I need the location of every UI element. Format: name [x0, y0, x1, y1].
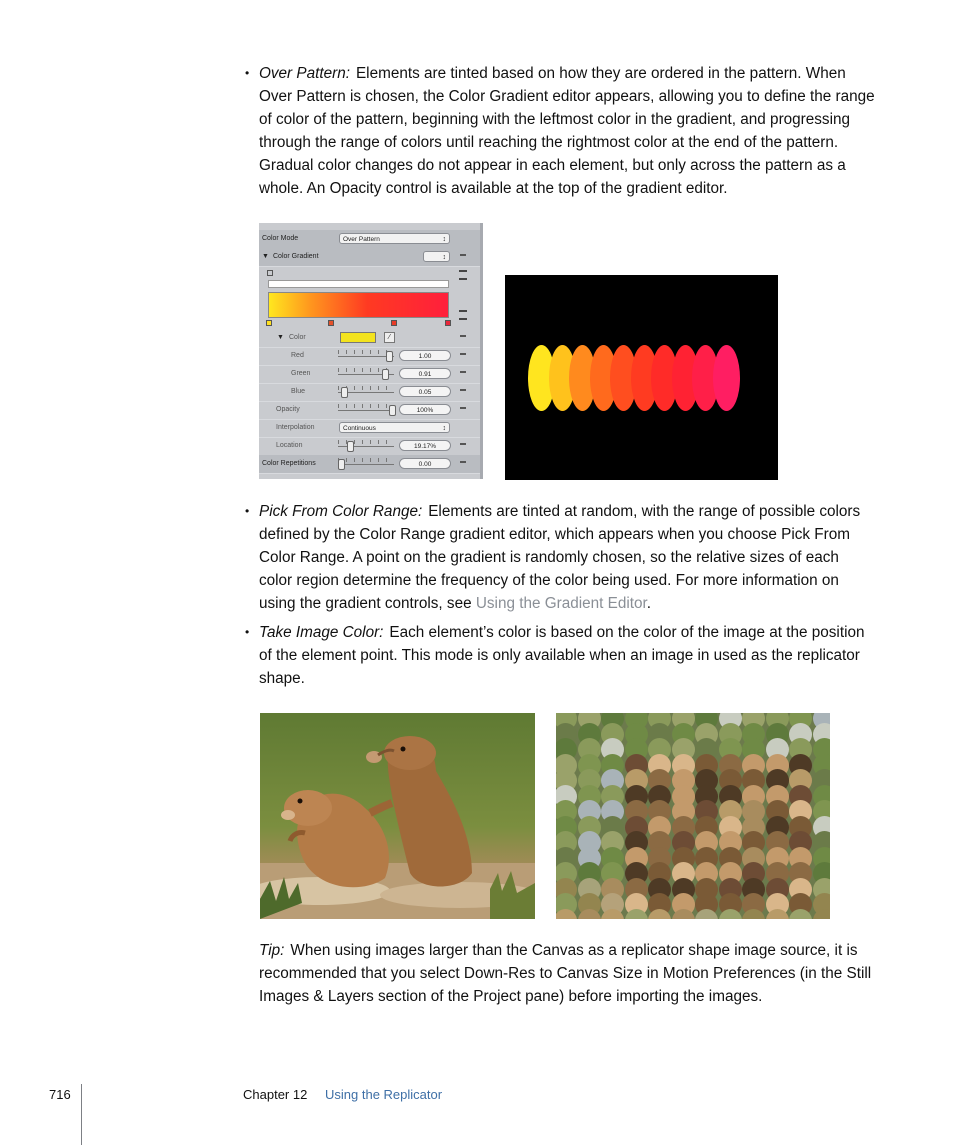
over-pattern-paragraph: [245, 62, 875, 200]
color-repetitions-value[interactable]: 0.00: [399, 458, 451, 469]
over-pattern-lead: Over Pattern:: [259, 65, 350, 82]
bullet: •: [245, 66, 250, 80]
opacity-stop-icon[interactable]: [267, 270, 273, 276]
gradient-bar[interactable]: [268, 292, 449, 318]
reset-icon[interactable]: [460, 389, 466, 391]
interpolation-popup[interactable]: Continuous ↕: [339, 422, 450, 433]
prairie-dogs-photo: [260, 713, 535, 919]
opacity-slider[interactable]: [338, 410, 394, 411]
pick-from-tail: .: [646, 595, 652, 612]
color-gradient-label: Color Gradient: [273, 253, 319, 260]
take-image-color-result: [556, 713, 830, 919]
interpolation-label: Interpolation: [276, 424, 315, 431]
opacity-bar: [268, 280, 449, 288]
opacity-label: Opacity: [276, 406, 300, 413]
take-image-text: Each element’s color is based on the color of the image at the position of the element point. This mode is only available when an image in used as the replicator shape.: [259, 624, 865, 687]
red-slider[interactable]: [338, 356, 394, 357]
opacity-row: [259, 401, 480, 420]
color-row: [259, 329, 480, 348]
tip-text: When using images larger than the Canvas as a replicator shape image source, it is recommended that you select Down-Res to Canvas Size in Motion Preferences (in the Still Images & Layers section of the Project pane) before importing the images.: [259, 942, 872, 1005]
chapter-label: Chapter 12: [243, 1087, 308, 1102]
chapter-title-link[interactable]: Using the Replicator: [325, 1087, 443, 1102]
color-stop-icon[interactable]: [266, 320, 272, 326]
menu-icon[interactable]: [459, 270, 467, 280]
over-pattern-text: Elements are tinted based on how they are ordered in the pattern. When Over Pattern is chosen, the Color Gradient editor appears, allowing you to define the range of color of the pattern, beginning with the leftmost color in the gradient, and progressing through the range of colors until reaching the rightmost color at the end of the pattern. Gradual color changes do not appear in each element, but only across the pattern as a whole. An Opacity control is available at the top of the gradient editor.: [259, 65, 875, 197]
opacity-value[interactable]: 100%: [399, 404, 451, 415]
color-gradient-row: [259, 248, 480, 267]
page-number: 716: [49, 1087, 71, 1102]
color-stop-icon[interactable]: [391, 320, 397, 326]
take-image-lead: Take Image Color:: [259, 624, 384, 641]
repetitions-slider[interactable]: [338, 464, 394, 465]
blue-slider[interactable]: [338, 392, 394, 393]
color-gradient-inspector: [259, 223, 483, 479]
interpolation-row: [259, 419, 480, 438]
menu-icon[interactable]: [459, 310, 467, 320]
color-repetitions-label: Color Repetitions: [262, 460, 316, 467]
tip-lead: Tip:: [259, 942, 285, 959]
green-value[interactable]: 0.91: [399, 368, 451, 379]
bullet: •: [245, 625, 250, 639]
gradient-editor-link[interactable]: Using the Gradient Editor: [475, 595, 647, 612]
take-image-color-paragraph: [245, 621, 875, 690]
disclosure-triangle-icon[interactable]: ▼: [277, 334, 284, 341]
reset-icon[interactable]: [460, 461, 466, 463]
color-mode-popup[interactable]: Over Pattern ↕: [339, 233, 450, 244]
replicated-ellipse: [713, 345, 740, 411]
location-slider[interactable]: [338, 446, 394, 447]
red-value[interactable]: 1.00: [399, 350, 451, 361]
green-row: [259, 365, 480, 384]
pick-from-color-range-paragraph: [245, 500, 875, 615]
color-stop-icon[interactable]: [328, 320, 334, 326]
reset-icon[interactable]: [460, 254, 466, 256]
reset-icon[interactable]: [460, 407, 466, 409]
tip-paragraph: [259, 939, 875, 1008]
blue-label: Blue: [291, 388, 306, 395]
reset-icon[interactable]: [460, 443, 466, 445]
location-row: [259, 437, 480, 456]
gradient-preset-popup[interactable]: [423, 251, 450, 262]
pick-from-lead: Pick From Color Range:: [259, 503, 423, 520]
color-stop-icon[interactable]: [445, 320, 451, 326]
red-label: Red: [291, 352, 304, 359]
reset-icon[interactable]: [460, 335, 466, 337]
color-mode-row: [259, 230, 480, 249]
location-label: Location: [276, 442, 303, 449]
footer-rule: [81, 1084, 82, 1145]
blue-row: [259, 383, 480, 402]
green-label: Green: [291, 370, 311, 377]
reset-icon[interactable]: [460, 353, 466, 355]
bullet: •: [245, 504, 250, 518]
eyedropper-icon[interactable]: ⁄: [384, 332, 395, 343]
color-label: Color: [289, 334, 306, 341]
red-row: [259, 347, 480, 366]
color-mode-label: Color Mode: [262, 235, 299, 242]
color-repetitions-row: [259, 455, 480, 474]
disclosure-triangle-icon[interactable]: ▼: [262, 253, 269, 260]
color-well[interactable]: [340, 332, 376, 343]
green-slider[interactable]: [338, 374, 394, 375]
pick-from-text: Elements are tinted at random, with the range of possible colors defined by the Color Range gradient editor, which appears when you choose Pick From Color Range. A point on the gradient is randomly chosen, so the relative sizes of each color region determine the frequency of the color being used. For more information on using the gradient controls, see: [259, 503, 861, 612]
reset-icon[interactable]: [460, 371, 466, 373]
location-value[interactable]: 19.17%: [399, 440, 451, 451]
blue-value[interactable]: 0.05: [399, 386, 451, 397]
over-pattern-result-canvas: [505, 275, 778, 480]
